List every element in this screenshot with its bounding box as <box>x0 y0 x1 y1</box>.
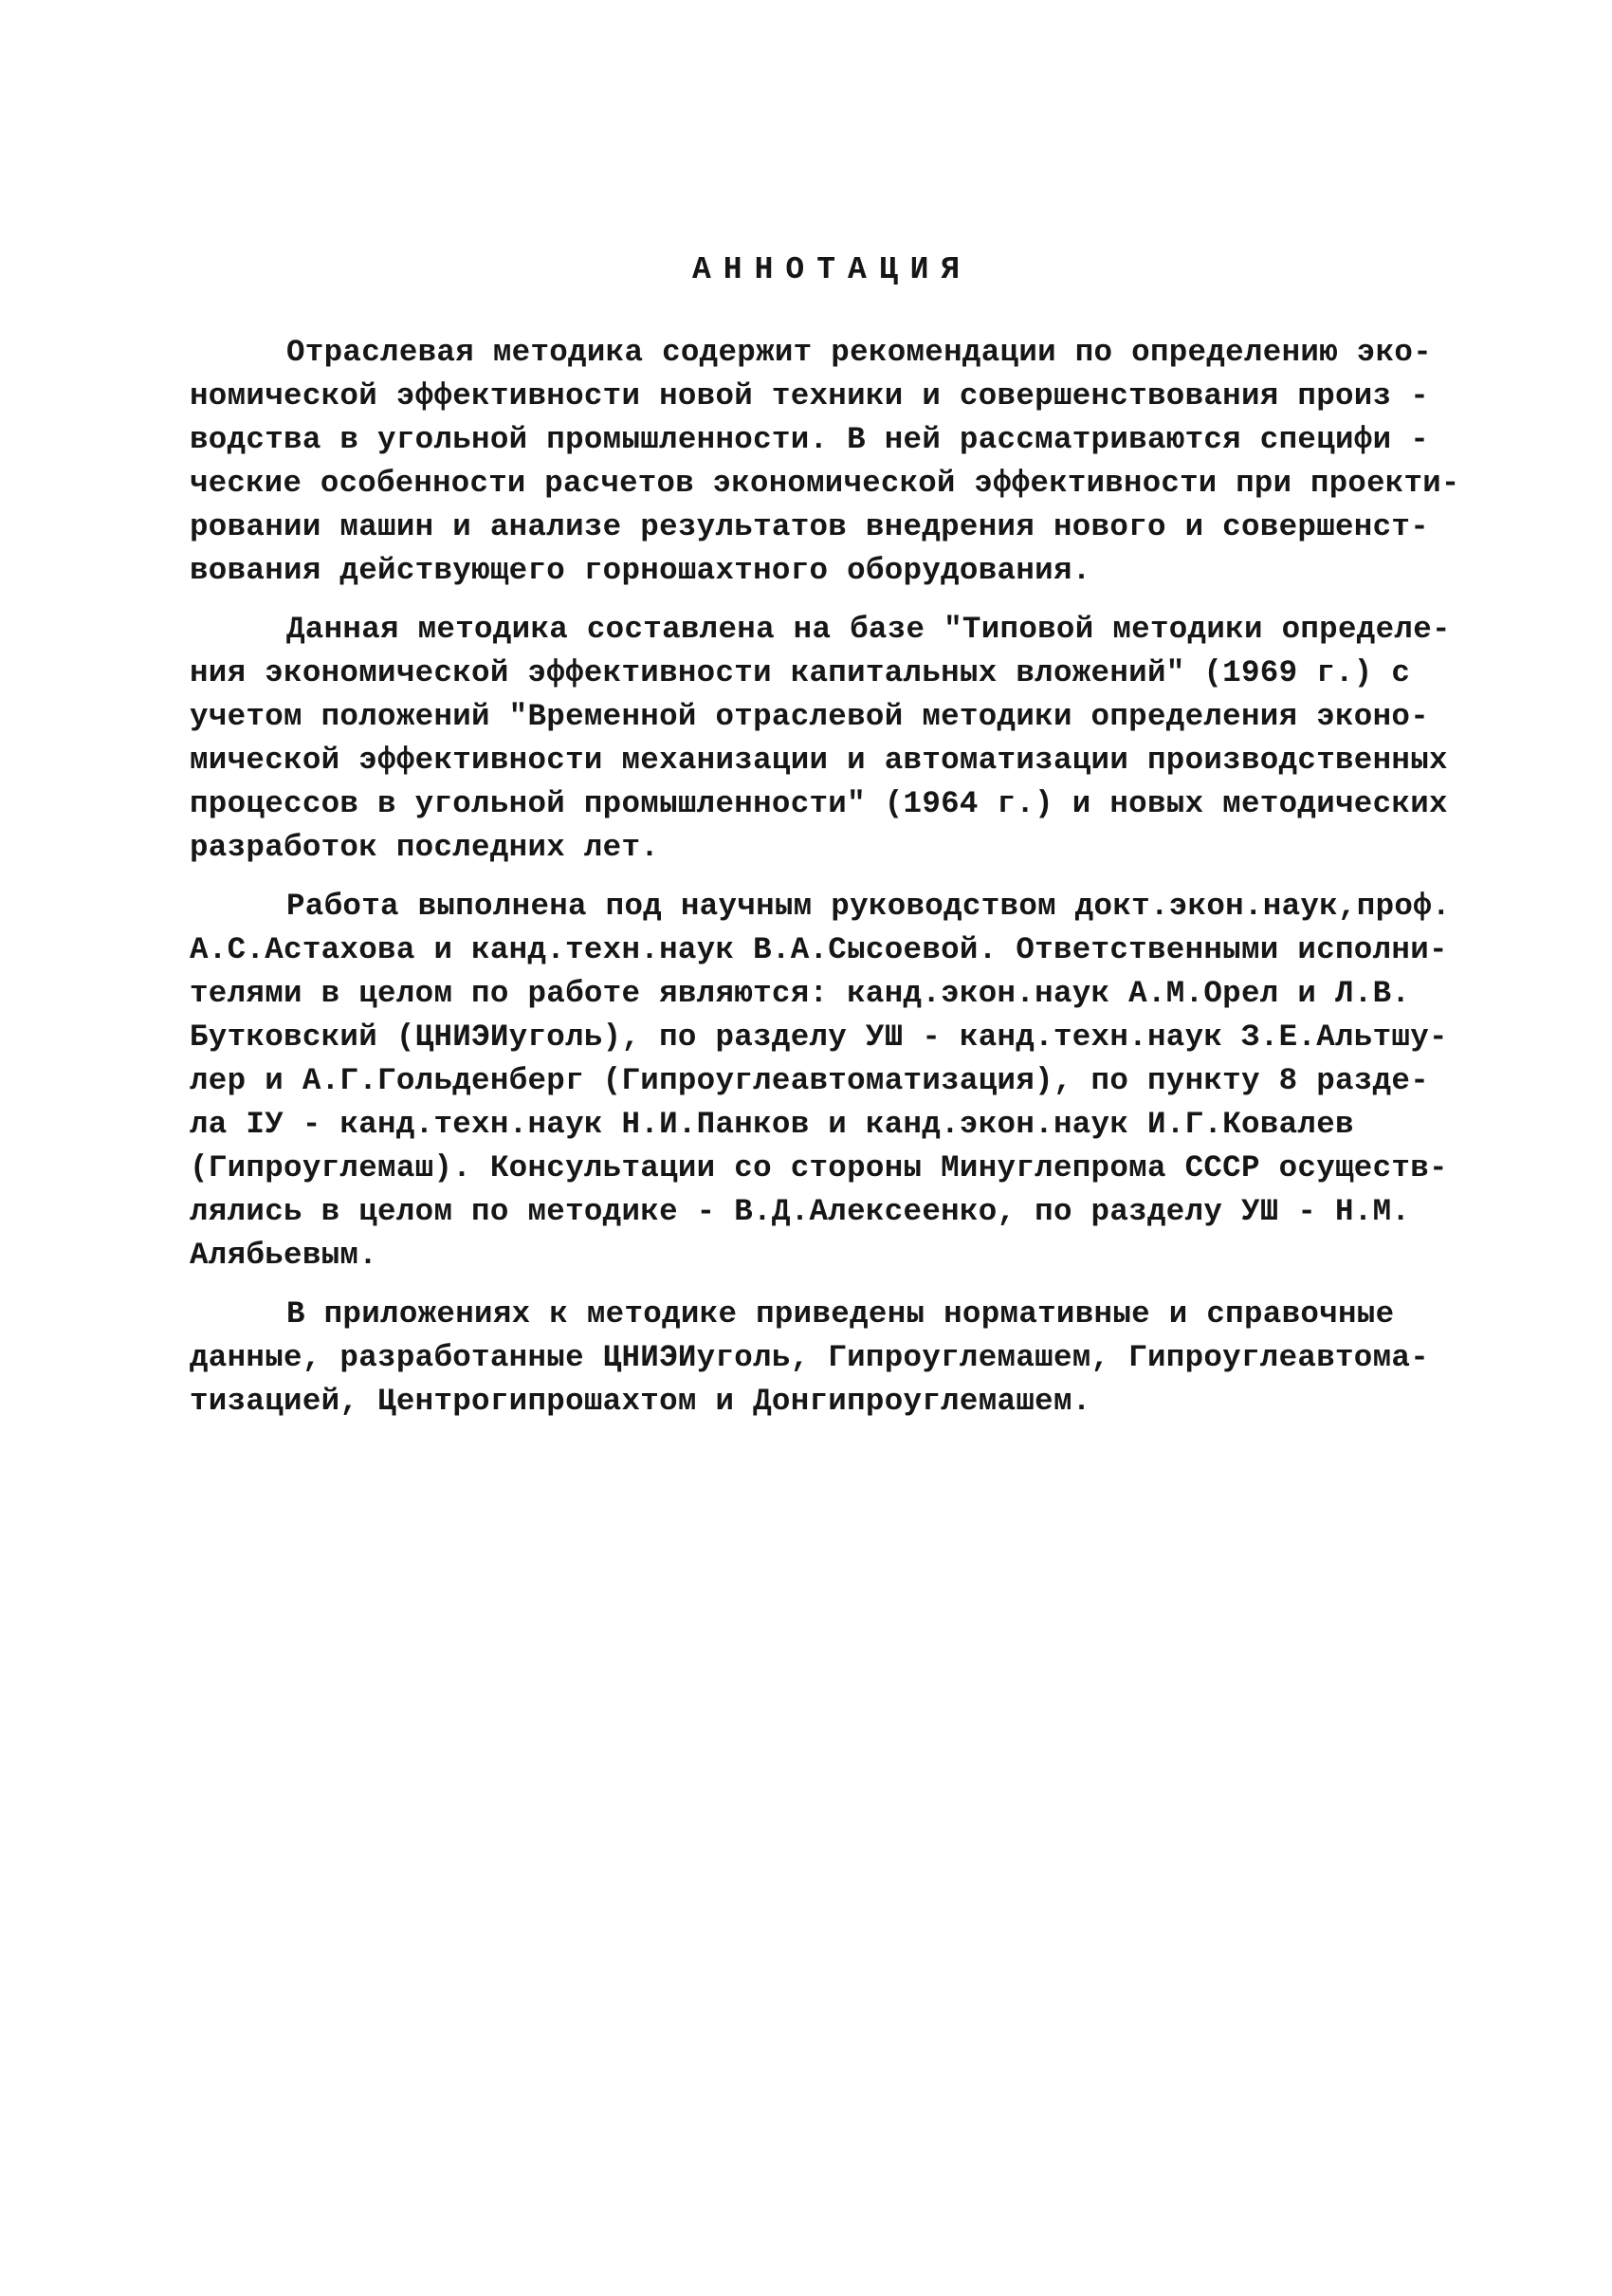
page-title: АННОТАЦИЯ <box>692 252 973 287</box>
text-line: мической эффективности механизации и автоматизации производственных <box>190 743 1448 778</box>
text-line: Работа выполнена под научным руководством докт.экон.наук,проф. <box>286 889 1451 924</box>
text-line: тизацией, Центрогипрошахтом и Донгипроуглемашем. <box>190 1384 1091 1419</box>
text-line: данные, разработанные ЦНИЭИуголь, Гипроуглемашем, Гипроуглеавтома- <box>190 1340 1430 1375</box>
text-line: процессов в угольной промышленности" (1964 г.) и новых методических <box>190 786 1448 821</box>
text-line: Отраслевая методика содержит рекомендации по определению эко- <box>286 335 1432 370</box>
text-line: лялись в целом по методике - В.Д.Алексеенко, по разделу УШ - Н.М. <box>190 1194 1411 1229</box>
text-line: Алябьевым. <box>190 1238 378 1273</box>
text-line: ровании машин и анализе результатов внедрения нового и совершенст- <box>190 509 1430 544</box>
text-line: (Гипроуглемаш). Консультации со стороны Минуглепрома СССР осуществ- <box>190 1150 1448 1185</box>
text-line: В приложениях к методике приведены нормативные и справочные <box>286 1296 1395 1332</box>
text-line: лер и А.Г.Гольденберг (Гипроуглеавтоматизация), по пункту 8 разде- <box>190 1063 1430 1098</box>
text-line: водства в угольной промышленности. В ней рассматриваются специфи - <box>190 422 1430 457</box>
text-line: А.С.Астахова и канд.техн.наук В.А.Сысоевой. Ответственными исполни- <box>190 932 1448 967</box>
text-line: ла IУ - канд.техн.наук Н.И.Панков и канд.экон.наук И.Г.Ковалев <box>190 1107 1354 1142</box>
text-line: учетом положений "Временной отраслевой методики определения эконо- <box>190 699 1430 734</box>
text-line: Бутковский (ЦНИЭИуголь), по разделу УШ - канд.техн.наук З.Е.Альтшу- <box>190 1019 1448 1055</box>
text-line: ческие особенности расчетов экономической эффективности при проекти- <box>190 466 1460 501</box>
text-line: телями в целом по работе являются: канд.экон.наук А.М.Орел и Л.В. <box>190 976 1411 1011</box>
text-line: номической эффективности новой техники и совершенствования произ - <box>190 378 1430 413</box>
text-line: ния экономической эффективности капитальных вложений" (1969 г.) с <box>190 655 1411 690</box>
text-line: Данная методика составлена на базе "Типовой методики определе- <box>286 612 1451 647</box>
text-line: вования действующего горношахтного оборудования. <box>190 553 1091 588</box>
text-line: разработок последних лет. <box>190 830 660 865</box>
